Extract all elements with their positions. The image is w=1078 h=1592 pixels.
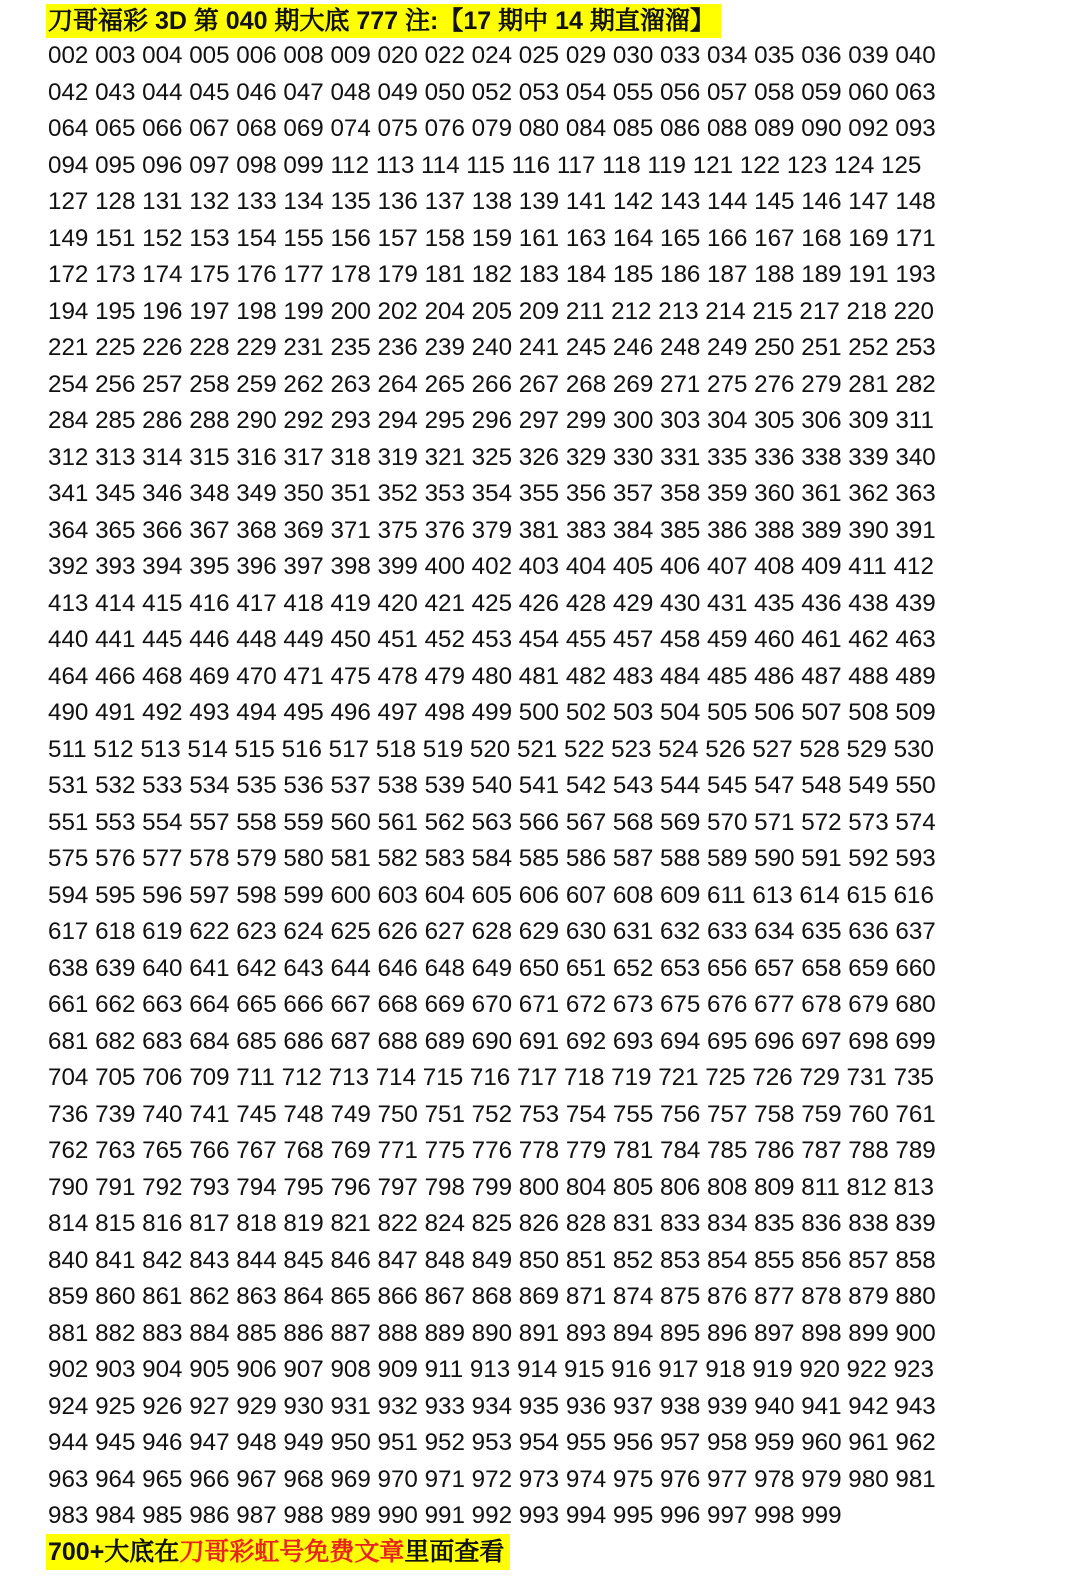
number-row: 221 225 226 228 229 231 235 236 239 240 241 245 246 248 249 250 251 252 253 xyxy=(48,334,936,361)
number-list xyxy=(48,38,1058,1535)
number-row: 594 595 596 597 598 599 600 603 604 605 606 607 608 609 611 613 614 615 616 xyxy=(48,881,934,909)
number-row: 814 815 816 817 818 819 821 822 824 825 826 828 831 833 834 835 836 838 839 xyxy=(48,1210,936,1237)
number-row: 661 662 663 664 665 666 667 668 669 670 671 672 673 675 676 677 678 679 680 xyxy=(48,991,936,1018)
number-row: 172 173 174 175 176 177 178 179 181 182 183 184 185 186 187 188 189 191 193 xyxy=(48,261,936,288)
number-row: 042 043 044 045 046 047 048 049 050 052 053 054 055 056 057 058 059 060 063 xyxy=(48,78,936,106)
number-row: 944 945 946 947 948 949 950 951 952 953 954 955 956 957 958 959 960 961 962 xyxy=(48,1429,936,1456)
number-row: 284 285 286 288 290 292 293 294 295 296 297 299 300 303 304 305 306 309 311 xyxy=(48,407,934,434)
number-row: 704 705 706 709 711 712 713 714 715 716 717 718 719 721 725 726 729 731 735 xyxy=(48,1064,934,1091)
number-row: 094 095 096 097 098 099 112 113 114 115 116 117 118 119 121 122 123 124 125 xyxy=(48,151,922,179)
number-row: 064 065 066 067 068 069 074 075 076 079 080 084 085 086 088 089 090 092 093 xyxy=(48,115,936,142)
number-row: 127 128 131 132 133 134 135 136 137 138 139 141 142 143 144 145 146 147 148 xyxy=(48,188,936,215)
number-row: 551 553 554 557 558 559 560 561 562 563 566 567 568 569 570 571 572 573 574 xyxy=(48,808,936,836)
footer-suffix: 里面查看 xyxy=(404,1538,505,1566)
footer-highlight-link-text: 刀哥彩虹号免费文章 xyxy=(179,1538,405,1566)
number-row: 392 393 394 395 396 397 398 399 400 402 403 404 405 406 407 408 409 411 412 xyxy=(48,553,934,580)
number-row: 194 195 196 197 198 199 200 202 204 205 209 211 212 213 214 215 217 218 220 xyxy=(48,297,934,325)
number-row: 983 984 985 986 987 988 989 990 991 992 993 994 995 996 997 998 999 xyxy=(48,1502,842,1529)
number-row: 254 256 257 258 259 262 263 264 265 266 267 268 269 271 275 276 279 281 282 xyxy=(48,370,936,398)
number-row: 149 151 152 153 154 155 156 157 158 159 161 163 164 165 166 167 168 169 171 xyxy=(48,224,936,252)
number-row: 617 618 619 622 623 624 625 626 627 628 629 630 631 632 633 634 635 636 637 xyxy=(48,918,936,945)
number-row: 575 576 577 578 579 580 581 582 583 584 585 586 587 588 589 590 591 592 593 xyxy=(48,845,936,872)
number-row: 762 763 765 766 767 768 769 771 775 776 778 779 781 784 785 786 787 788 789 xyxy=(48,1137,936,1164)
footer-note xyxy=(46,1534,510,1570)
number-row: 924 925 926 927 929 930 931 932 933 934 935 936 937 938 939 940 941 942 943 xyxy=(48,1392,936,1420)
number-row: 859 860 861 862 863 864 865 866 867 868 869 871 874 875 876 877 878 879 880 xyxy=(48,1283,936,1310)
number-row: 790 791 792 793 794 795 796 797 798 799 800 804 805 806 808 809 811 812 813 xyxy=(48,1173,934,1201)
number-row: 464 466 468 469 470 471 475 478 479 480 481 482 483 484 485 486 487 488 489 xyxy=(48,662,936,690)
number-row: 902 903 904 905 906 907 908 909 911 913 914 915 916 917 918 919 920 922 923 xyxy=(48,1356,934,1383)
number-row: 364 365 366 367 368 369 371 375 376 379 381 383 384 385 386 388 389 390 391 xyxy=(48,516,936,544)
number-row: 312 313 314 315 316 317 318 319 321 325 326 329 330 331 335 336 338 339 340 xyxy=(48,443,936,471)
number-row: 881 882 883 884 885 886 887 888 889 890 891 893 894 895 896 897 898 899 900 xyxy=(48,1319,936,1347)
number-row: 963 964 965 966 967 968 969 970 971 972 973 974 975 976 977 978 979 980 981 xyxy=(48,1465,936,1493)
footer-prefix: 700+大底在 xyxy=(48,1538,180,1566)
number-row: 736 739 740 741 745 748 749 750 751 752 753 754 755 756 757 758 759 760 761 xyxy=(48,1100,936,1128)
number-row: 002 003 004 005 006 008 009 020 022 024 025 029 030 033 034 035 036 039 040 xyxy=(48,42,936,69)
number-row: 413 414 415 416 417 418 419 420 421 425 426 428 429 430 431 435 436 438 439 xyxy=(48,589,936,617)
number-row: 638 639 640 641 642 643 644 646 648 649 650 651 652 653 656 657 658 659 660 xyxy=(48,954,936,982)
number-row: 440 441 445 446 448 449 450 451 452 453 454 455 457 458 459 460 461 462 463 xyxy=(48,626,936,653)
page-title: 刀哥福彩 3D 第 040 期大底 777 注:【17 期中 14 期直溜溜】 xyxy=(46,4,721,38)
number-row: 840 841 842 843 844 845 846 847 848 849 850 851 852 853 854 855 856 857 858 xyxy=(48,1246,936,1274)
number-row: 681 682 683 684 685 686 687 688 689 690 691 692 693 694 695 696 697 698 699 xyxy=(48,1027,936,1055)
number-row: 341 345 346 348 349 350 351 352 353 354 355 356 357 358 359 360 361 362 363 xyxy=(48,480,936,507)
number-row: 490 491 492 493 494 495 496 497 498 499 500 502 503 504 505 506 507 508 509 xyxy=(48,699,936,726)
number-row: 531 532 533 534 535 536 537 538 539 540 541 542 543 544 545 547 548 549 550 xyxy=(48,772,936,799)
number-row: 511 512 513 514 515 516 517 518 519 520 521 522 523 524 526 527 528 529 530 xyxy=(48,735,934,763)
